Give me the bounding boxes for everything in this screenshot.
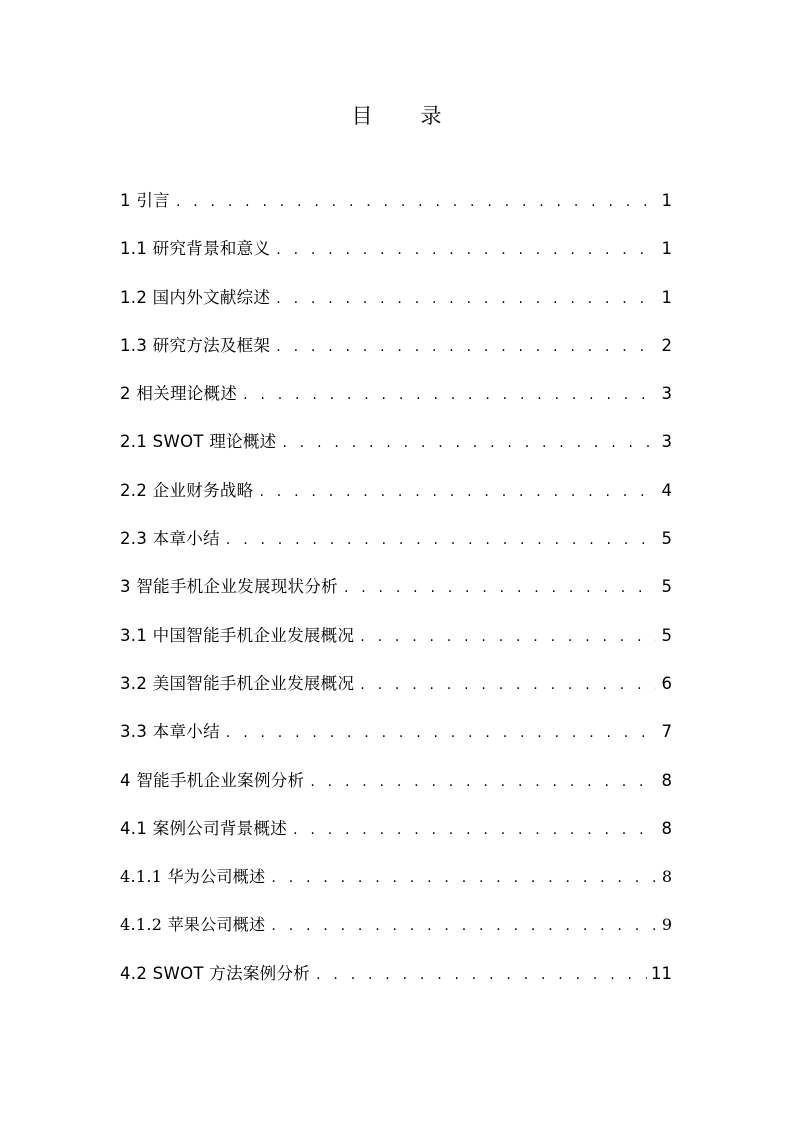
toc-entry[interactable] — [120, 186, 672, 234]
toc-dot-leader — [276, 235, 656, 265]
toc-entry-label: 3 智能手机企业发展现状分析 — [120, 577, 338, 597]
toc-entry[interactable] — [120, 379, 672, 427]
toc-entry-label: 2 相关理论概述 — [120, 384, 238, 404]
toc-entry-label: 3.1 中国智能手机企业发展概况 — [120, 625, 355, 645]
toc-entry-label: 2.2 企业财务战略 — [120, 480, 254, 500]
toc-entry-page: 1 — [661, 239, 672, 259]
toc-entry[interactable] — [120, 234, 672, 282]
toc-entry-label: 2.1 SWOT 理论概述 — [120, 432, 277, 452]
toc-entry-page: 7 — [661, 722, 672, 742]
toc-entry[interactable] — [120, 476, 672, 524]
toc-entry-page: 4 — [661, 480, 672, 500]
toc-entry[interactable] — [120, 572, 672, 620]
toc-entry-page: 6 — [661, 673, 672, 693]
toc-dot-leader — [283, 428, 657, 458]
toc-entry-page: 3 — [661, 432, 672, 452]
toc-dot-leader — [360, 622, 656, 652]
toc-title-first-char: 目 — [351, 104, 373, 128]
toc-entry[interactable] — [120, 959, 672, 1007]
toc-title-second-char: 录 — [420, 104, 442, 128]
toc-entry[interactable] — [120, 910, 672, 958]
toc-entry[interactable] — [120, 524, 672, 572]
toc-entry[interactable] — [120, 427, 672, 475]
toc-dot-leader — [243, 380, 656, 410]
toc-entry-page: 1 — [661, 287, 672, 307]
toc-entry[interactable] — [120, 331, 672, 379]
toc-entry-label: 1.3 研究方法及框架 — [120, 335, 271, 355]
toc-dot-leader — [360, 670, 656, 700]
toc-list — [120, 186, 672, 1007]
toc-entry-label: 1 引言 — [120, 191, 170, 210]
toc-entry-label: 3.3 本章小结 — [120, 722, 220, 742]
toc-entry-page: 5 — [661, 577, 672, 597]
toc-entry[interactable] — [120, 814, 672, 862]
toc-entry[interactable] — [120, 766, 672, 814]
toc-dot-leader — [226, 525, 656, 555]
toc-dot-leader — [271, 863, 656, 893]
toc-dot-leader — [344, 573, 656, 603]
toc-dot-leader — [271, 911, 656, 941]
toc-dot-leader — [176, 187, 656, 217]
toc-dot-leader — [316, 960, 647, 990]
toc-entry-label: 4.1.2 苹果公司概述 — [120, 915, 266, 935]
toc-entry-page: 8 — [661, 770, 672, 790]
toc-entry-label: 4.1.1 华为公司概述 — [120, 867, 266, 887]
toc-entry-page: 1 — [661, 191, 672, 210]
toc-entry-page: 11 — [651, 963, 672, 983]
toc-entry[interactable] — [120, 717, 672, 765]
toc-entry-page: 3 — [661, 384, 672, 404]
toc-entry-label: 2.3 本章小结 — [120, 529, 220, 549]
toc-entry-page: 8 — [661, 867, 672, 887]
toc-entry-label: 3.2 美国智能手机企业发展概况 — [120, 673, 355, 693]
toc-entry-label: 4.1 案例公司背景概述 — [120, 818, 288, 838]
toc-title — [0, 101, 793, 131]
toc-entry-label: 1.2 国内外文献综述 — [120, 287, 271, 307]
toc-entry-page: 5 — [661, 529, 672, 549]
toc-entry-page: 9 — [661, 915, 672, 935]
toc-entry-label: 1.1 研究背景和意义 — [120, 239, 271, 259]
toc-dot-leader — [276, 284, 656, 314]
toc-entry-label: 4 智能手机企业案例分析 — [120, 770, 305, 790]
toc-entry[interactable] — [120, 669, 672, 717]
toc-entry-page: 8 — [661, 818, 672, 838]
toc-entry[interactable] — [120, 621, 672, 669]
toc-dot-leader — [260, 477, 657, 507]
toc-entry-page: 5 — [661, 625, 672, 645]
toc-dot-leader — [276, 332, 656, 362]
toc-dot-leader — [226, 718, 656, 748]
toc-dot-leader — [310, 767, 656, 797]
toc-entry[interactable] — [120, 862, 672, 910]
toc-entry-label: 4.2 SWOT 方法案例分析 — [120, 963, 311, 983]
toc-entry-page: 2 — [661, 335, 672, 355]
toc-entry[interactable] — [120, 283, 672, 331]
toc-dot-leader — [293, 815, 656, 845]
